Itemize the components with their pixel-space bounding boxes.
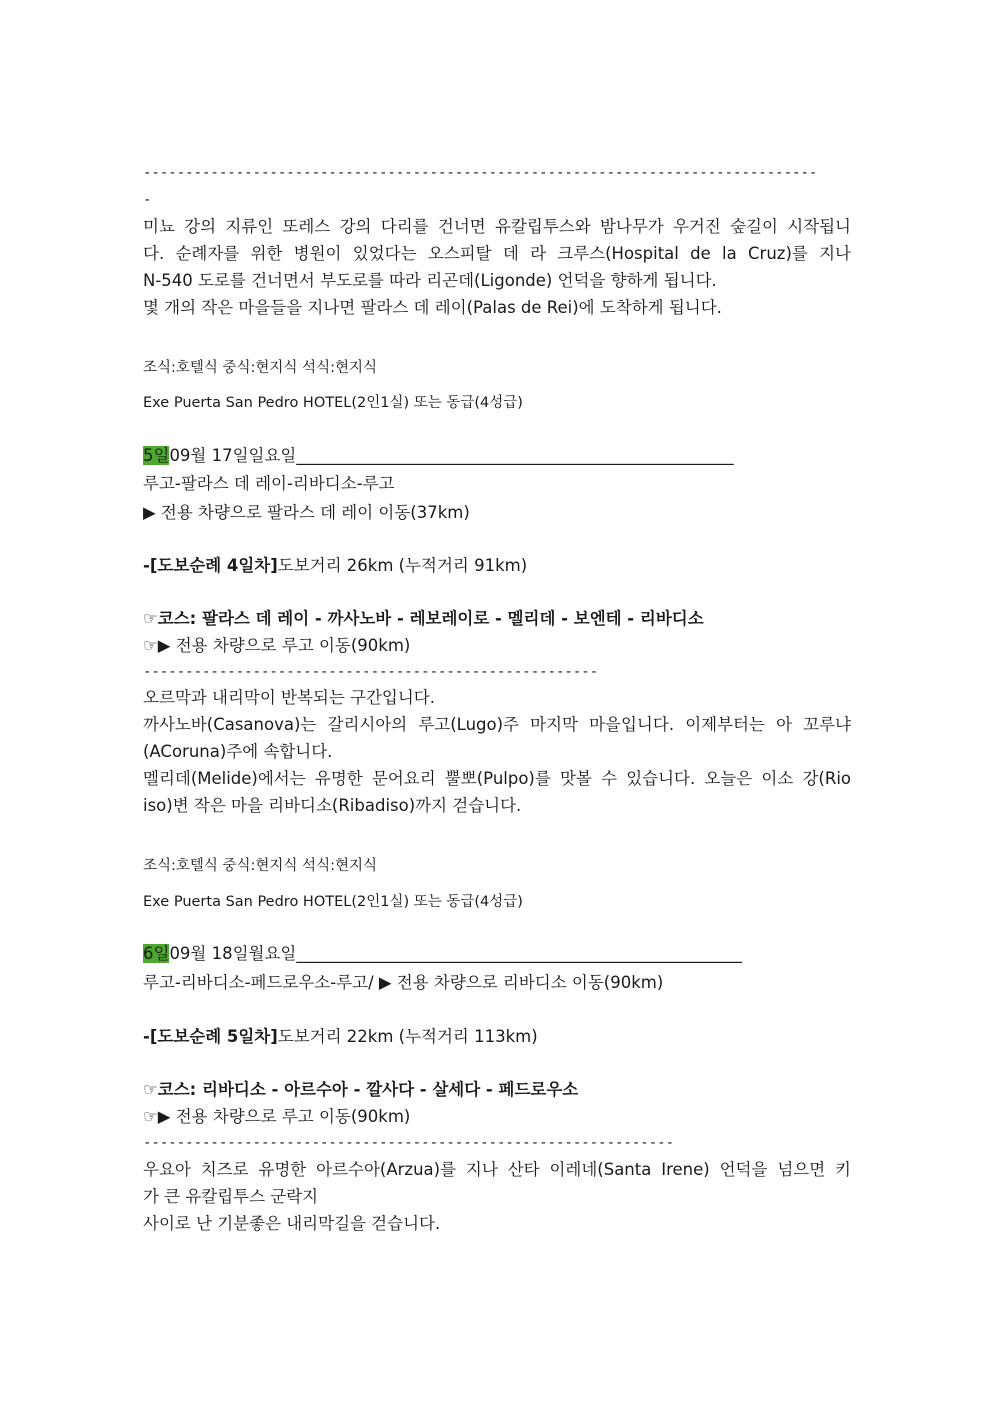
route-line: 루고-팔라스 데 레이-리바디소-루고 — [143, 474, 395, 493]
description-line: 오르막과 내리막이 반복되는 구간입니다. — [143, 688, 435, 707]
meals-info: 조식:호텔식 중식:현지식 석식:현지식 — [143, 858, 377, 874]
description-line: (ACoruna)주에 속합니다. — [143, 742, 333, 761]
transfer-line: ▶ 전용 차량으로 팔라스 데 레이 이동(37km) — [143, 503, 470, 522]
day-label: 5일 — [143, 446, 170, 465]
day-date: 09월 17일일요일 — [169, 446, 297, 465]
course-line — [143, 606, 851, 632]
course-line — [143, 1077, 851, 1103]
day-label: 6일 — [143, 944, 170, 963]
description-line: 몇 개의 작은 마을들을 지나면 팔라스 데 레이(Palas de Rei)에 도착하게 됩니다. — [143, 298, 722, 317]
hotel-info: Exe Puerta San Pedro HOTEL(2인1실) 또는 동급(4성급) — [143, 395, 523, 411]
route-line: 루고-리바디소-페드로우소-루고/ ▶ 전용 차량으로 리바디소 이동(90km) — [143, 973, 664, 992]
description-line: 멜리데(Melide)에서는 유명한 문어요리 뿔뽀(Pulpo)를 맛볼 수 있습니다. 오늘은 이소 강(Rio — [143, 769, 851, 788]
description-line: 가 큰 유칼립투스 군락지 — [143, 1187, 319, 1206]
course-transfer: ☞▶ 전용 차량으로 루고 이동(90km) — [143, 636, 411, 655]
separator-line: -------------------------------------------------------------------------------- — [143, 165, 818, 181]
description-line: iso)변 작은 마을 리바디소(Ribadiso)까지 걷습니다. — [143, 796, 522, 815]
course-text: ☞코스: 리바디소 - 아르수아 - 깔사다 - 살세다 - 페드로우소 — [143, 1080, 579, 1099]
walk-day-label: -[도보순례 4일차] — [143, 556, 278, 575]
separator-tail: - — [143, 192, 152, 208]
description-line: 우요아 치즈로 유명한 아르수아(Arzua)를 지나 산타 이레네(Santa Irene) 언덕을 넘으면 키 — [143, 1160, 851, 1179]
walk-distance — [143, 553, 851, 579]
walk-distance — [143, 1024, 851, 1050]
walk-distance-text: 도보거리 22km (누적거리 113km) — [277, 1027, 538, 1046]
day-date: 09월 18일월요일 — [169, 944, 297, 963]
description-line: N-540 도로를 건너면서 부도로를 따라 리곤데(Ligonde) 언덕을 향하게 됩니다. — [143, 271, 717, 290]
description-line: 미뇨 강의 지류인 또레스 강의 다리를 건너면 유칼립투스와 밤나무가 우거진 숲길이 시작됩니 — [143, 217, 851, 236]
day-heading — [143, 941, 851, 967]
walk-distance-text: 도보거리 26km (누적거리 91km) — [277, 556, 528, 575]
course-transfer: ☞▶ 전용 차량으로 루고 이동(90km) — [143, 1107, 411, 1126]
day-heading — [143, 443, 851, 469]
description-line: 까사노바(Casanova)는 갈리시아의 루고(Lugo)주 마지막 마을입니다. 이제부터는 아 꼬루냐 — [143, 715, 851, 734]
walk-day-label: -[도보순례 5일차] — [143, 1027, 278, 1046]
hotel-info: Exe Puerta San Pedro HOTEL(2인1실) 또는 동급(4성급) — [143, 894, 523, 910]
heading-underline: ______________________________________________________ — [296, 944, 742, 963]
heading-underline: _____________________________________________________ — [296, 446, 734, 465]
description-line: 사이로 난 기분좋은 내리막길을 걷습니다. — [143, 1214, 441, 1233]
separator-line: ------------------------------------------------------ — [143, 664, 599, 680]
meals-info: 조식:호텔식 중식:현지식 석식:현지식 — [143, 360, 377, 376]
description-line: 다. 순례자를 위한 병원이 있었다는 오스피탈 데 라 크루스(Hospital de la Cruz)를 지나 — [143, 244, 851, 263]
separator-line: --------------------------------------------------------------- — [143, 1135, 675, 1151]
course-text: ☞코스: 팔라스 데 레이 - 까사노바 - 레보레이로 - 멜리데 - 보엔테 - 리바디소 — [143, 609, 704, 628]
